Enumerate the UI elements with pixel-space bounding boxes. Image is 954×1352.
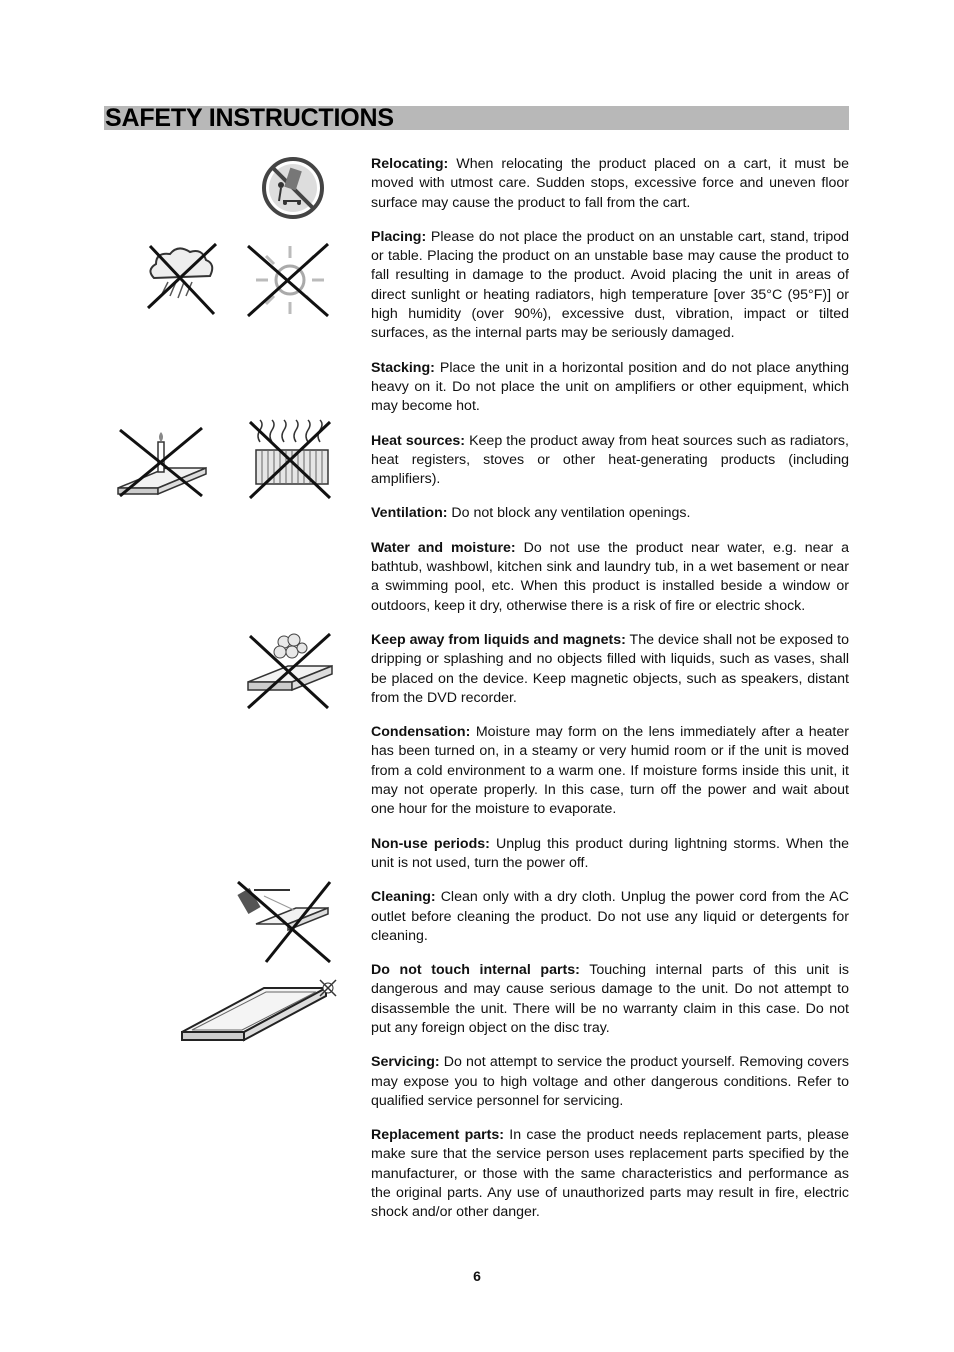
section-heading: Stacking:: [371, 359, 435, 376]
section-text: The device shall not be exposed to dripping or splashing and no objects filled with liquids, such as vases, shall be placed on the device. Keep magnetic objects, such as speakers, distant from the DVD recorder.: [371, 631, 849, 706]
section-servicing: [371, 1053, 849, 1111]
no-humidity-icon: [140, 238, 222, 320]
section-heat-sources: [371, 432, 849, 490]
section-heading: Non-use periods:: [371, 835, 490, 852]
section-heading: Servicing:: [371, 1054, 440, 1071]
section-stacking: [371, 359, 849, 417]
section-heading: Ventilation:: [371, 505, 448, 522]
section-text: Do not block any ventilation openings.: [451, 505, 691, 522]
section-heading: Replacement parts:: [371, 1127, 504, 1144]
section-text: Keep the product away from heat sources such as radiators, heat registers, stoves or other heat-generating products (including amplifiers).: [371, 432, 849, 488]
section-placing: [371, 228, 849, 344]
section-text: Place the unit in a horizontal position and do not place anything heavy on it. Do not place the unit on amplifiers or other equipment, which may become hot.: [371, 359, 849, 415]
page-title: SAFETY INSTRUCTIONS: [105, 104, 394, 132]
title-bar: [104, 106, 849, 130]
no-sunlight-icon: [244, 238, 334, 320]
instructions-column: [371, 155, 849, 1238]
section-non-use-periods: [371, 835, 849, 874]
section-condensation: [371, 723, 849, 819]
section-replacement-parts: [371, 1126, 849, 1222]
no-radiator-heat-icon: [244, 418, 338, 502]
page-number: 6: [473, 1268, 481, 1284]
section-heading: Water and moisture:: [371, 539, 516, 556]
section-heading: Keep away from liquids and magnets:: [371, 631, 626, 648]
section-ventilation: [371, 504, 849, 523]
section-text: In case the product needs replacement parts, please make sure that the service person uses replacement parts specified by the manufacturer, or those with the same characteristics and performance as the original parts. Any use of unauthorized parts may result in fire, electric shock and/or other danger.: [371, 1127, 849, 1221]
section-heading: Condensation:: [371, 724, 471, 741]
section-text: Do not use the product near water, e.g. near a bathtub, washbowl, kitchen sink and laundry tub, in a wet basement or near a swimming pool, etc. When this product is installed beside a window or outdoors, keep it dry, otherwise there is a risk of fire or electric shock.: [371, 539, 850, 614]
no-candle-on-unit-icon: [112, 424, 210, 502]
section-text: Please do not place the product on an unstable cart, stand, tripod or table. Placing the product on an unstable base may cause the product to fall resulting in damage to the product. Avoid placing the unit in areas of direct sunlight or heating radiators, high temperature [over 35°C (95°F)] or high humidity (over 90%), excessive dust, vibration, impact or tilted surfaces, as the internal parts may be seriously damaged.: [371, 228, 849, 342]
section-internal-parts: [371, 961, 849, 1038]
no-spray-cleaner-icon: [234, 880, 334, 964]
section-text: Do not attempt to service the product yourself. Removing covers may expose you to high voltage and other dangerous conditions. Refer to qualified service personnel for servicing.: [371, 1054, 849, 1109]
section-heading: Do not touch internal parts:: [371, 962, 580, 979]
section-text: Clean only with a dry cloth. Unplug the power cord from the AC outlet before cleaning the product. Do not use any liquid or detergents for cleaning.: [371, 889, 849, 944]
section-water-moisture: [371, 539, 849, 616]
section-heading: Heat sources:: [371, 432, 465, 449]
section-text: Unplug this product during lightning storms. When the unit is not used, turn the power off.: [371, 835, 849, 871]
disc-tray-no-foreign-object-icon: [178, 976, 340, 1056]
section-heading: Cleaning:: [371, 889, 436, 906]
section-text: When relocating the product placed on a cart, it must be moved with utmost care. Sudden stops, excessive force and uneven floor surface may cause the product to fall from the cart.: [371, 156, 849, 211]
no-vase-on-unit-icon: [244, 632, 334, 710]
section-liquids-magnets: [371, 631, 849, 708]
section-text: Moisture may form on the lens immediately after a heater has been turned on, in a steamy or very humid room or if the unit is moved from a cold environment to a warm one. If moisture forms inside this unit, it may not operate properly. In this case, turn off the power and wait about one hour for the moisture to evaporate.: [371, 724, 849, 818]
no-cart-tipping-icon: [261, 155, 325, 221]
section-text: Touching internal parts of this unit is dangerous and may cause serious damage to the unit. Do not attempt to disassemble the unit. There will be no warranty claim in this case. Do not put any foreign object on the disc tray.: [371, 962, 850, 1036]
section-heading: Placing:: [371, 228, 427, 245]
section-heading: Relocating:: [371, 156, 449, 172]
section-relocating: [371, 155, 849, 213]
section-cleaning: [371, 888, 849, 946]
